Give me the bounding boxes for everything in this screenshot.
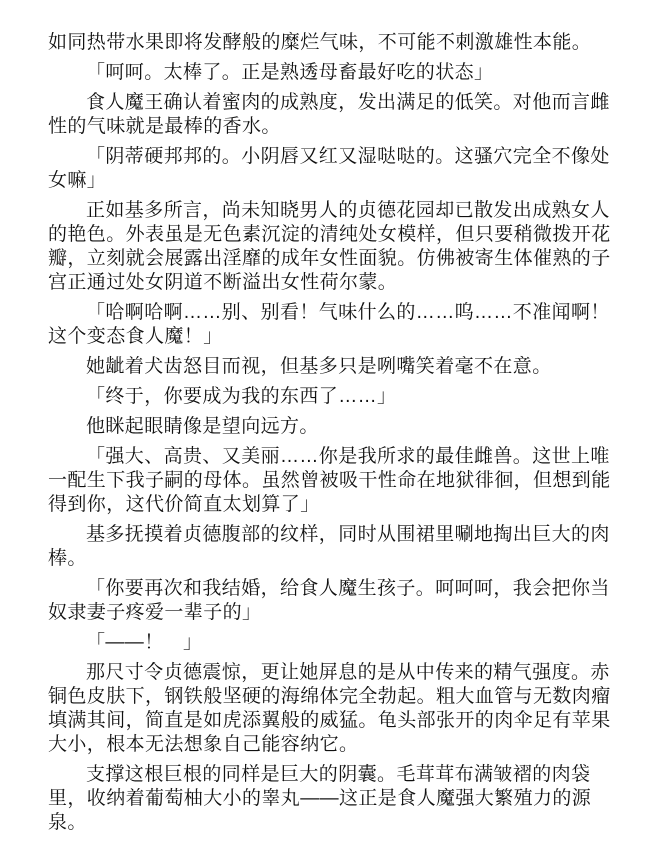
paragraph: 如同热带水果即将发酵般的糜烂气味，不可能不刺激雄性本能。 (48, 32, 592, 53)
paragraph: 正如基多所言，尚未知晓男人的贞德花园却已散发出成熟女人的艳色。外表虽是无色素沉淀的清纯处女模样，但只要稍微拨开花瓣，立刻就会展露出淫靡的成年女性面貌。仿佛被寄生体催熟的子宫正通过处女阴道不断溢出女性荷尔蒙。 (48, 200, 611, 293)
text-content (48, 31, 612, 835)
paragraph: 食人魔王确认着蜜肉的成熟度，发出满足的低笑。对他而言雌性的气味就是最棒的香水。 (48, 92, 610, 137)
paragraph: 他眯起眼睛像是望向远方。 (86, 416, 319, 437)
paragraph: 「强大、高贵、又美丽……你是我所求的最佳雌兽。这世上唯一配生下我子嗣的母体。虽然曾被吸干性命在地狱徘徊，但想到能得到你，这代价简直太划算了」 (48, 446, 611, 515)
paragraph: 「呵呵。太棒了。正是熟透母畜最好吃的状态」 (86, 62, 494, 83)
paragraph: 她龇着犬齿怒目而视，但基多只是咧嘴笑着毫不在意。 (86, 356, 552, 377)
paragraph: 「你要再次和我结婚，给食人魔生孩子。呵呵呵，我会把你当奴隶妻子疼爱一辈子的」 (48, 578, 610, 623)
paragraph: 「——！ 」 (86, 632, 203, 653)
paragraph: 支撑这根巨根的同样是巨大的阴囊。毛茸茸布满皱褶的肉袋里，收纳着葡萄柚大小的睾丸——这正是食人魔强大繁殖力的源泉。 (48, 764, 592, 833)
paragraph: 「阴蒂硬邦邦的。小阴唇又红又湿哒哒的。这骚穴完全不像处女嘛」 (48, 146, 610, 191)
paragraph: 基多抚摸着贞德腹部的纹样，同时从围裙里唰地掏出巨大的肉棒。 (48, 524, 610, 569)
paragraph: 那尺寸令贞德震惊，更让她屏息的是从中传来的精气强度。赤铜色皮肤下，钢铁般坚硬的海绵体完全勃起。粗大血管与无数肉瘤填满其间，简直是如虎添翼般的威猛。龟头部张开的肉伞足有苹果大小，根本无法想象自己能容纳它。 (48, 662, 611, 755)
paragraph: 「哈啊哈啊……别、别看！气味什么的……呜……不准闻啊！这个变态食人魔！」 (48, 302, 610, 347)
paragraph: 「终于，你要成为我的东西了……」 (86, 386, 397, 407)
